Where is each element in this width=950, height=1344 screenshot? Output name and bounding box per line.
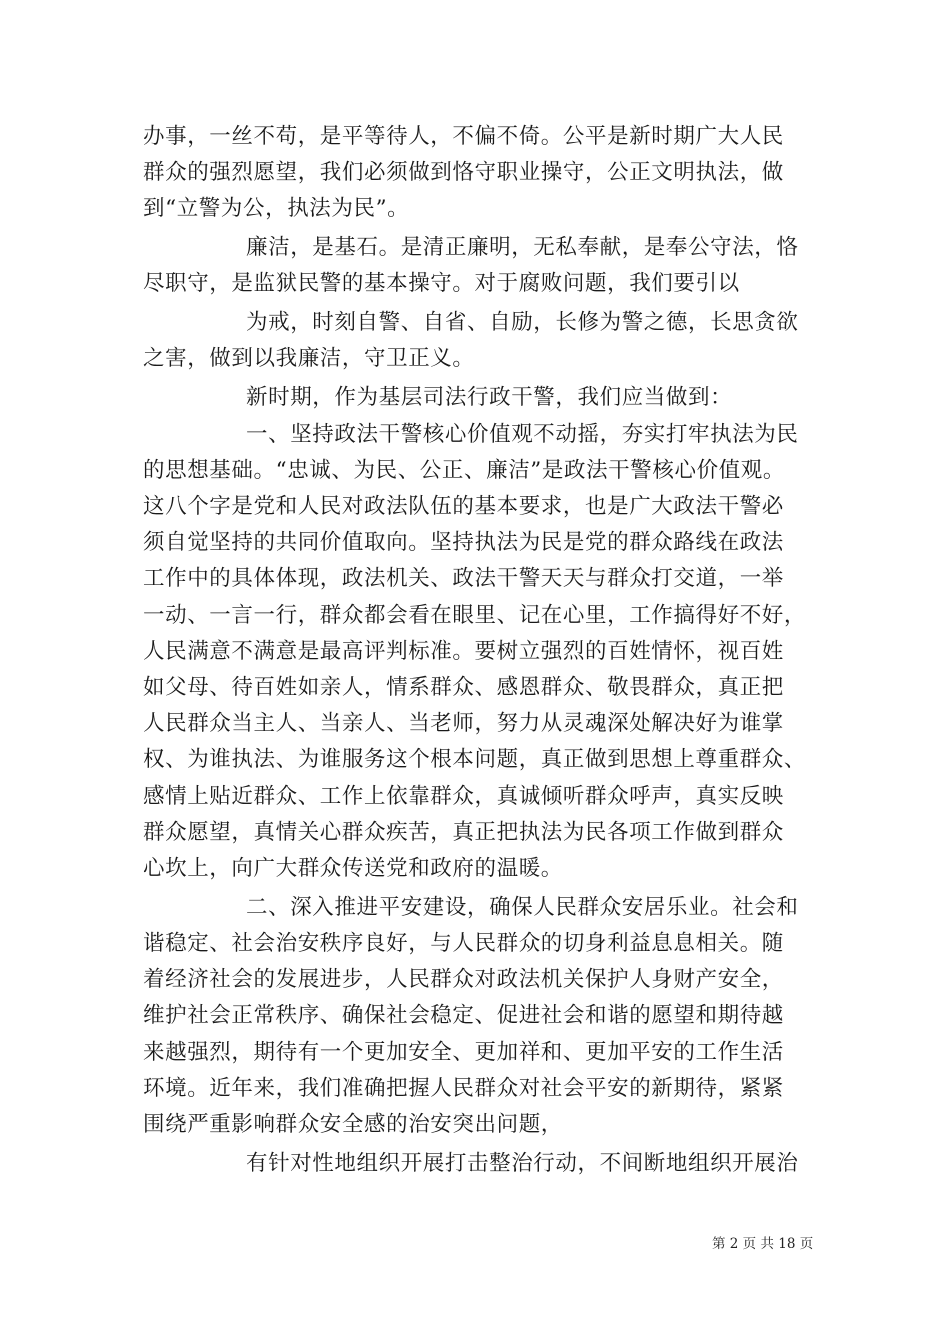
text-line: 二、深入推进平安建设，确保人民群众安居乐业。社会和	[246, 895, 799, 920]
text-line: 有针对性地组织开展打击整治行动，不间断地组织开展治	[246, 1151, 799, 1176]
text-line: 工作中的具体体现，政法机关、政法干警天天与群众打交道，一举	[143, 566, 784, 591]
text-line: 须自觉坚持的共同价值取向。坚持执法为民是党的群众路线在政法	[143, 530, 784, 555]
text-line: 群众愿望，真情关心群众疾苦，真正把执法为民各项工作做到群众	[143, 820, 784, 845]
text-line: 环境。近年来，我们准确把握人民群众对社会平安的新期待，紧紧	[143, 1076, 784, 1101]
text-line: 维护社会正常秩序、确保社会稳定、促进社会和谐的愿望和期待越	[143, 1003, 784, 1028]
text-line: 人民满意不满意是最高评判标准。要树立强烈的百姓情怀，视百姓	[143, 639, 784, 664]
text-line: 之害，做到以我廉洁，守卫正义。	[143, 346, 475, 371]
text-line: 一动、一言一行，群众都会看在眼里、记在心里，工作搞得好不好，	[143, 603, 807, 628]
page-number-footer: 第 2 页 共 18 页	[712, 1236, 814, 1252]
text-line: 来越强烈，期待有一个更加安全、更加祥和、更加平安的工作生活	[143, 1040, 784, 1065]
text-line: 的思想基础。“忠诚、为民、公正、廉洁”是政法干警核心价值观。	[143, 458, 785, 483]
text-line: 人民群众当主人、当亲人、当老师，努力从灵魂深处解决好为谁掌	[143, 711, 784, 736]
text-line: 廉洁，是基石。是清正廉明，无私奉献，是奉公守法，恪	[246, 235, 799, 260]
text-line: 感情上贴近群众、工作上依靠群众，真诚倾听群众呼声，真实反映	[143, 784, 784, 809]
text-line: 心坎上，向广大群众传送党和政府的温暖。	[143, 856, 563, 881]
text-line: 如父母、待百姓如亲人，情系群众、感恩群众、敬畏群众，真正把	[143, 675, 784, 700]
text-line: 围绕严重影响群众安全感的治安突出问题，	[143, 1112, 563, 1137]
text-line: 一、坚持政法干警核心价值观不动摇，夯实打牢执法为民	[246, 422, 799, 447]
text-line: 到“立警为公，执法为民”。	[143, 196, 410, 221]
text-line: 这八个字是党和人民对政法队伍的基本要求，也是广大政法干警必	[143, 494, 784, 519]
text-line: 谐稳定、社会治安秩序良好，与人民群众的切身利益息息相关。随	[143, 931, 784, 956]
text-line: 群众的强烈愿望，我们必须做到恪守职业操守，公正文明执法，做	[143, 160, 784, 185]
text-line: 为戒，时刻自警、自省、自励，长修为警之德，长思贪欲	[246, 310, 799, 335]
text-line: 尽职守，是监狱民警的基本操守。对于腐败问题，我们要引以	[143, 271, 740, 296]
text-line: 新时期，作为基层司法行政干警，我们应当做到：	[246, 385, 733, 410]
text-line: 着经济社会的发展进步，人民群众对政法机关保护人身财产安全，	[143, 967, 784, 992]
text-line: 办事，一丝不苟，是平等待人，不偏不倚。公平是新时期广大人民	[143, 124, 784, 149]
text-line: 权、为谁执法、为谁服务这个根本问题，真正做到思想上尊重群众、	[143, 747, 807, 772]
